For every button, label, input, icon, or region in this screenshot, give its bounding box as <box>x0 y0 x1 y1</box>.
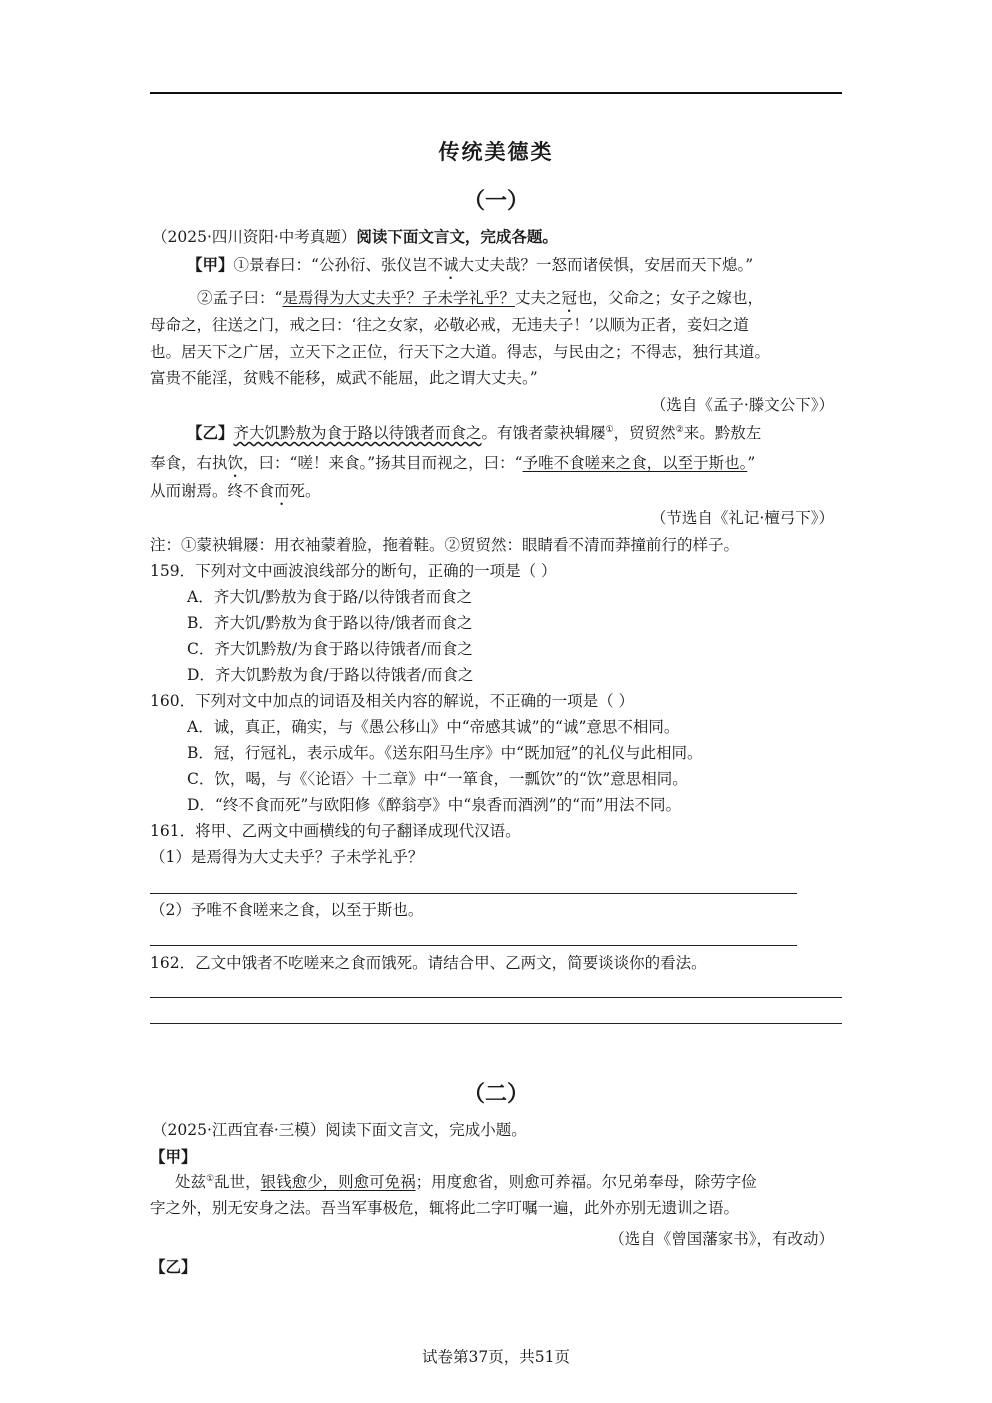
jia-label: 【甲】 <box>187 255 234 274</box>
answer-line-161-1[interactable] <box>150 893 797 894</box>
footnote-marker: ① <box>206 1174 215 1184</box>
section-1-intro <box>152 229 558 246</box>
answer-line-162-2[interactable] <box>150 1023 842 1024</box>
page-title: 传统美德类 <box>438 139 554 164</box>
wavy-sentence: 齐大饥黔敖为食于路以待饿者而食之 <box>233 424 482 442</box>
source-intro: （2025·四川资阳·中考真题） <box>152 228 357 246</box>
yi-label: 【乙】 <box>187 423 234 442</box>
yi-text: 从 <box>150 482 166 500</box>
yi-text: ” <box>747 454 756 472</box>
underlined-sentence-2: 予唯不食嗟来之食，以至于斯也。 <box>522 454 748 472</box>
yi-line-3 <box>150 482 321 509</box>
section-2-jia-label: 【甲】 <box>150 1147 197 1166</box>
underlined-sentence-1: 是焉得为大丈夫乎？子未学礼乎？ <box>282 289 515 307</box>
section-1-heading: （一） <box>462 188 529 214</box>
instruction: 阅读下面文言文，完成各题。 <box>356 227 558 246</box>
section-2-line-2: 字之外，别无安身之法。吾当军事极危，辄将此二字叮嘱一遍，此外亦别无遗训之语。 <box>150 1199 740 1217</box>
answer-line-161-2[interactable] <box>150 945 797 946</box>
dotted-word-cheng: 诚 <box>442 256 459 274</box>
s2-text: 处兹 <box>175 1173 207 1192</box>
jia-source: （选自《孟子·滕文公下》） <box>650 396 834 414</box>
yi-line-1 <box>187 425 761 442</box>
q159-option-a: A．齐大饥/黔敖为食于路/以待饿者而食之 <box>187 588 473 606</box>
yi-text: 来。黔敖左 <box>683 424 762 442</box>
q160-option-a: A．诚，真正，确实，与《愚公移山》中“帝感其诚”的“诚”意思不相同。 <box>187 718 680 736</box>
q159-option-c: C．齐大饥黔敖/为食于路以待饿者/而食之 <box>187 640 473 658</box>
q160-option-c: C．饮，喝，与《〈论语〉十二章》中“一箪食，一瓢饮”的“饮”意思相同。 <box>187 770 688 788</box>
yi-source: （节选自《礼记·檀弓下》） <box>650 509 834 527</box>
section-2-intro: （2025·江西宜春·三模）阅读下面文言文，完成小题。 <box>152 1121 527 1139</box>
section-2-yi-label: 【乙】 <box>150 1257 197 1276</box>
section-2-source: （选自《曾国藩家书》，有改动） <box>609 1230 834 1248</box>
question-160-stem: 160．下列对文中加点的词语及相关内容的解说，不正确的一项是（ ） <box>150 692 635 710</box>
footnote: 注：①蒙袂辑屦：用衣袖蒙着脸，拖着鞋。②贸贸然：眼睛看不清而莽撞前行的样子。 <box>150 536 740 554</box>
yi-text: ，贸贸然 <box>613 424 676 442</box>
footnote-marker: ① <box>605 424 614 435</box>
jia-paragraph-2 <box>197 289 763 316</box>
yi-text: 奉食，右执 <box>150 454 228 472</box>
jia-text: 丈夫之 <box>514 289 562 307</box>
underlined-sentence-3: 银钱愈少，则愈可免祸 <box>260 1173 416 1192</box>
dotted-word-yin: 饮 <box>227 454 244 472</box>
jia-line-5: 富贵不能淫，贫贱不能移，威武不能屈，此之谓大丈夫。” <box>150 369 538 387</box>
section-2-heading: （二） <box>462 1081 529 1107</box>
jia-text: ①景春曰：“公孙衍、张仪岂不 <box>233 256 443 274</box>
q161-sub-1: （1）是焉得为大丈夫乎？子未学礼乎？ <box>150 848 424 866</box>
question-159-stem: 159．下列对文中画波浪线部分的断句，正确的一项是（ ） <box>150 562 557 580</box>
header-rule <box>150 92 842 94</box>
yi-text: 死。 <box>289 482 321 500</box>
question-161-stem: 161．将甲、乙两文中画横线的句子翻译成现代汉语。 <box>150 822 521 840</box>
yi-text: ，曰：“嗟！来食。”扬其目而视之，曰：“ <box>243 454 523 472</box>
yi-line-2 <box>150 454 755 481</box>
yi-text: 而谢焉。终不食 <box>165 482 275 500</box>
dotted-word-er: 而 <box>274 482 290 500</box>
q159-option-b: B．齐大饥/黔敖为食于路以待/饿者而食之 <box>187 614 473 632</box>
footnote-marker: ② <box>675 424 684 435</box>
jia-text: ②孟子曰：“ <box>197 289 283 307</box>
question-162-stem: 162．乙文中饿者不吃嗟来之食而饿死。请结合甲、乙两文，简要谈谈你的看法。 <box>150 954 707 972</box>
s2-text: ；用度愈省，则愈可养福。尔兄弟奉母，除劳字俭 <box>415 1173 757 1192</box>
jia-line-4: 也。居天下之广居，立天下之正位，行天下之大道。得志，与民由之；不得志，独行其道。 <box>150 343 771 361</box>
jia-paragraph-1 <box>187 256 753 283</box>
page-footer: 试卷第37页，共51页 <box>422 1348 570 1366</box>
yi-text: 。有饿者蒙袂辑屦 <box>481 424 606 442</box>
jia-line-3: 母命之，往送之门，戒之曰：‘往之女家，必敬必戒，无违夫子！’以顺为正者，妾妇之道 <box>150 316 749 334</box>
jia-text: 大丈夫哉？一怒而诸侯惧，安居而天下熄。” <box>458 256 754 274</box>
q159-option-d: D．齐大饥黔敖为食/于路以待饿者/而食之 <box>187 666 474 684</box>
answer-line-162-1[interactable] <box>150 997 842 998</box>
q161-sub-2: （2）予唯不食嗟来之食，以至于斯也。 <box>150 901 424 919</box>
jia-text: 也，父命之；女子之嫁也， <box>576 289 763 307</box>
section-2-line-1 <box>175 1175 757 1191</box>
dotted-word-guan: 冠 <box>561 289 577 307</box>
q160-option-b: B．冠，行冠礼，表示成年。《送东阳马生序》中“既加冠”的礼仪与此相同。 <box>187 744 703 762</box>
s2-text: 乱世， <box>214 1173 261 1192</box>
q160-option-d: D．“终不食而死”与欧阳修《醉翁亭》中“泉香而酒洌”的“而”用法不同。 <box>187 796 681 814</box>
